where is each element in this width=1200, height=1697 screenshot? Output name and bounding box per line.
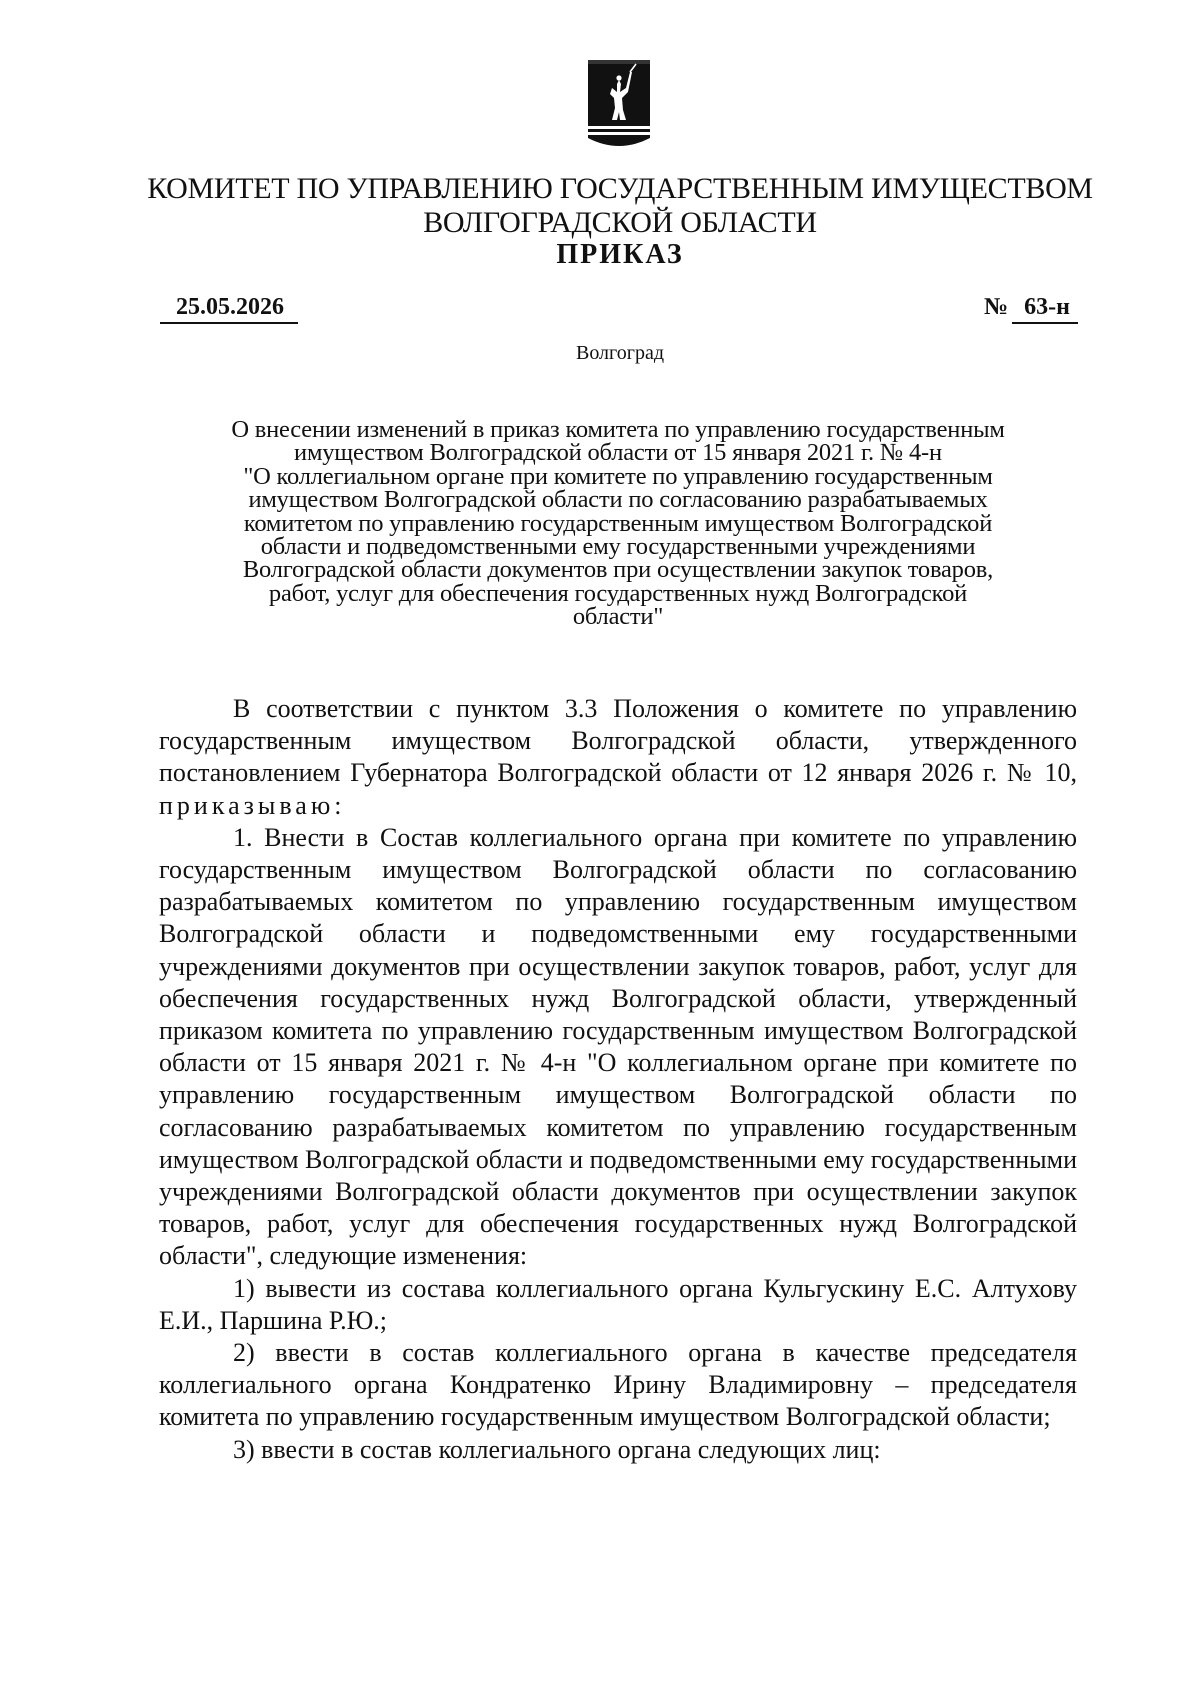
sub-item-1-paragraph: 1) вывести из состава коллегиального органа Кульгускину Е.С. Алтухову Е.И., Паршина Р.Ю.; [159, 1273, 1077, 1335]
sub-item-2-paragraph: 2) ввести в состав коллегиального органа в качестве председателя коллегиального органа Кондратенко Ирину Владимировну – председателя комитета по управлению государственным имуществом Волгоградской области; [159, 1338, 1077, 1432]
subject-line: области" [572, 603, 664, 631]
preamble-paragraph [159, 693, 1077, 822]
subject-line: работ, услуг для обеспечения государственных нужд Волгоградской [268, 579, 968, 607]
preamble-text: В соответствии с пунктом 3.3 Положения о комитете по управлению государственным имуществом Волгоградской области, утвержденного постановлением Губернатора Волгоградской области от 12 января 2026 г. № 10, [159, 694, 1077, 788]
subject-line: "О коллегиальном органе при комитете по управлению государственным [243, 462, 993, 490]
number-sign: № [984, 294, 1009, 320]
order-word: приказываю: [159, 790, 346, 820]
document-number [984, 292, 1078, 324]
subject-line: области и подведомственными ему государственными учреждениями [260, 533, 976, 561]
organization-title [100, 172, 1140, 240]
item-1-paragraph: 1. Внести в Состав коллегиального органа при комитете по управлению государственным имуществом Волгоградской области по согласованию разрабатываемых комитетом по управлению государственным имуществом Волгоградской области и подведомственными ему государственными учреждениями документов при осуществлении закупок товаров, работ, услуг для обеспечения государственных нужд Волгоградской области, утвержденный приказом комитета по управлению государственным имуществом Волгоградской области от 15 января 2021 г. № 4-н "О коллегиальном органе при комитете по управлению государственным имуществом Волгоградской области по согласованию разрабатываемых комитетом по управлению государственным имуществом Волгоградской области и подведомственными ему государственными учреждениями Волгоградской области документов при осуществлении закупок товаров, работ, услуг для обеспечения государственных нужд Волгоградской области", следующие изменения: [159, 822, 1077, 1271]
subject-line: имуществом Волгоградской области от 15 января 2021 г. № 4-н [294, 439, 942, 467]
sub-item-3-paragraph: 3) ввести в состав коллегиального органа следующих лиц: [233, 1434, 881, 1464]
number-value: 63-н [1012, 292, 1078, 324]
subject-line: Волгоградской области документов при осуществлении закупок товаров, [242, 556, 994, 584]
document-type-title: ПРИКАЗ [556, 239, 684, 270]
organization-title-line-1: КОМИТЕТ ПО УПРАВЛЕНИЮ ГОСУДАРСТВЕННЫМ ИМУЩЕСТВОМ [147, 172, 1093, 205]
document-subject [150, 418, 1086, 629]
document-date: 25.05.2026 [160, 292, 298, 324]
subject-line: имуществом Волгоградской области по согласованию разрабатываемых [248, 486, 988, 514]
document-body [159, 693, 1077, 1466]
subject-line: комитетом по управлению государственным имуществом Волгоградской [243, 509, 993, 537]
subject-line: О внесении изменений в приказ комитета по управлению государственным [231, 416, 1005, 443]
volgograd-coat-of-arms-icon [586, 58, 652, 154]
document-city: Волгоград [575, 342, 665, 364]
organization-title-line-2: ВОЛГОГРАДСКОЙ ОБЛАСТИ [423, 206, 817, 239]
